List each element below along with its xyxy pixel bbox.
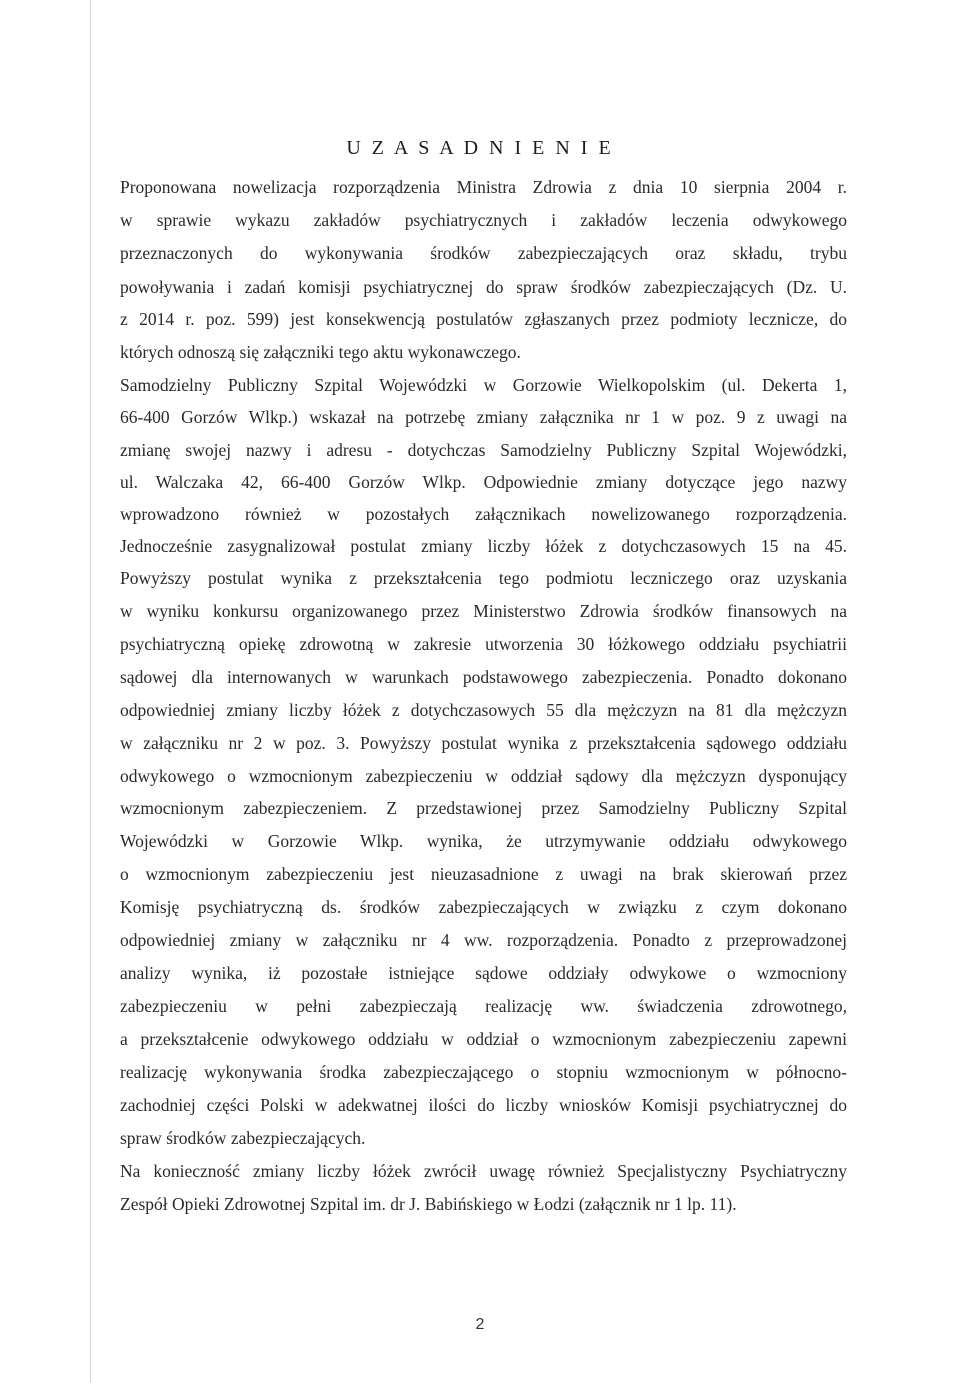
body-line-15: psychiatryczną opiekę zdrowotną w zakresie utworzenia 30 łóżkowego oddziału psychiatrii [120,634,847,654]
body-line-32: Zespół Opieki Zdrowotnej Szpital im. dr J. Babińskiego w Łodzi (załącznik nr 1 lp. 11). [120,1194,737,1214]
body-line-11: wprowadzono również w pozostałych załącznikach nowelizowanego rozporządzenia. [120,504,847,524]
body-line-17: odpowiedniej zmiany liczby łóżek z dotychczasowych 55 dla mężczyzn na 81 dla mężczyzn [120,700,847,720]
body-line-14: w wyniku konkursu organizowanego przez Ministerstwo Zdrowia środków finansowych na [120,601,847,621]
body-line-6: których odnoszą się załączniki tego aktu wykonawczego. [120,342,521,362]
scan-edge-line [90,0,91,1383]
body-line-26: zabezpieczeniu w pełni zabezpieczają realizację ww. świadczenia zdrowotnego, [120,996,847,1016]
body-line-2: w sprawie wykazu zakładów psychiatrycznych i zakładów leczenia odwykowego [120,210,847,230]
body-line-12: Jednocześnie zasygnalizował postulat zmiany liczby łóżek z dotychczasowych 15 na 45. [120,536,847,556]
body-line-24: odpowiedniej zmiany w załączniku nr 4 ww. rozporządzenia. Ponadto z przeprowadzonej [120,930,847,950]
body-line-27: a przekształcenie odwykowego oddziału w oddział o wzmocnionym zabezpieczeniu zapewni [120,1029,847,1049]
body-line-16: sądowej dla internowanych w warunkach podstawowego zabezpieczenia. Ponadto dokonano [120,667,847,687]
body-line-30: spraw środków zabezpieczających. [120,1128,366,1148]
body-line-5: z 2014 r. poz. 599) jest konsekwencją postulatów zgłaszanych przez podmioty lecznicze, do [120,309,847,329]
body-line-10: ul. Walczaka 42, 66-400 Gorzów Wlkp. Odpowiednie zmiany dotyczące jego nazwy [120,472,847,492]
body-line-7: Samodzielny Publiczny Szpital Wojewódzki w Gorzowie Wielkopolskim (ul. Dekerta 1, [120,375,847,395]
body-line-18: w załączniku nr 2 w poz. 3. Powyższy postulat wynika z przekształcenia sądowego oddziału [120,733,847,753]
body-line-22: o wzmocnionym zabezpieczeniu jest nieuzasadnione z uwagi na brak skierowań przez [120,864,847,884]
body-line-28: realizację wykonywania środka zabezpieczającego o stopniu wzmocnionym w północno- [120,1062,847,1082]
body-line-20: wzmocnionym zabezpieczeniem. Z przedstawionej przez Samodzielny Publiczny Szpital [120,798,847,818]
body-line-8: 66-400 Gorzów Wlkp.) wskazał na potrzebę zmiany załącznika nr 1 w poz. 9 z uwagi na [120,407,847,427]
body-line-1: Proponowana nowelizacja rozporządzenia Ministra Zdrowia z dnia 10 sierpnia 2004 r. [120,177,847,197]
body-line-23: Komisję psychiatryczną ds. środków zabezpieczających w związku z czym dokonano [120,897,847,917]
body-line-4: powoływania i zadań komisji psychiatrycznej do spraw środków zabezpieczających (Dz. U. [120,277,847,297]
body-line-9: zmianę swojej nazwy i adresu - dotychczas Samodzielny Publiczny Szpital Wojewódzki, [120,440,847,460]
body-line-3: przeznaczonych do wykonywania środków zabezpieczających oraz składu, trybu [120,243,847,263]
body-line-29: zachodniej części Polski w adekwatnej ilości do liczby wniosków Komisji psychiatrycznej do [120,1095,847,1115]
body-line-31: Na konieczność zmiany liczby łóżek zwrócił uwagę również Specjalistyczny Psychiatryczny [120,1161,847,1181]
body-line-25: analizy wynika, iż pozostałe istniejące sądowe oddziały odwykowe o wzmocniony [120,963,847,983]
body-line-13: Powyższy postulat wynika z przekształcenia tego podmiotu leczniczego oraz uzyskania [120,568,847,588]
page-number: 2 [475,1316,485,1333]
body-line-21: Wojewódzki w Gorzowie Wlkp. wynika, że utrzymywanie oddziału odwykowego [120,831,847,851]
document-heading: U Z A S A D N I E N I E [346,137,614,159]
body-line-19: odwykowego o wzmocnionym zabezpieczeniu w oddział sądowy dla mężczyzn dysponujący [120,766,847,786]
